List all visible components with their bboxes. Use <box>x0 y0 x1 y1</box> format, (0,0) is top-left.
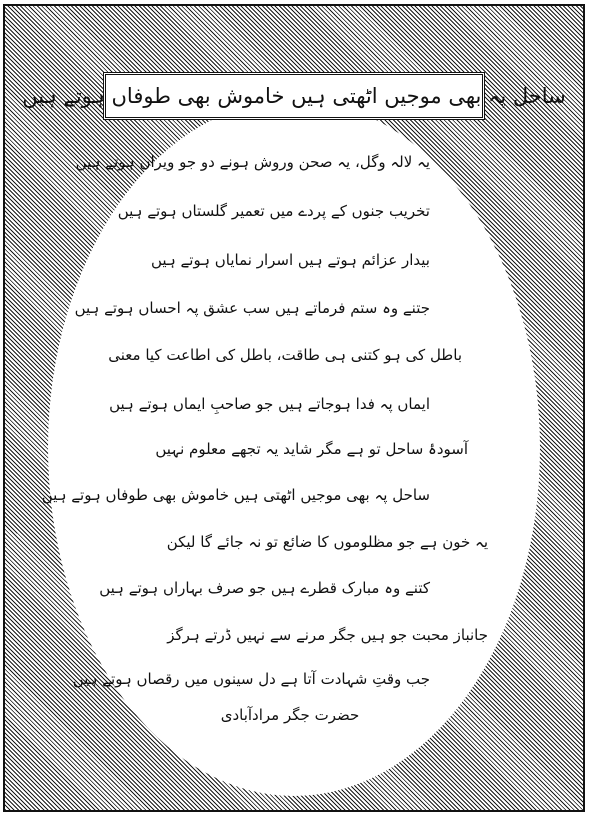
verse-line: آسودۂ ساحل تو ہے مگر شاید یہ تجھے معلوم نہیں <box>155 440 468 458</box>
poem-title: ساحل پہ بھی موجیں اٹھتی ہیں خاموش بھی طوفاں ہوتے ہیں <box>22 84 566 108</box>
verse-line: جب وقتِ شہادت آتا ہے دل سینوں میں رقصاں ہوتے ہیں <box>72 670 430 688</box>
verse-line: ساحل پہ بھی موجیں اٹھتی ہیں خاموش بھی طوفاں ہوتے ہیں <box>41 486 430 504</box>
verse-line: یہ خون ہے جو مظلوموں کا ضائع تو نہ جائے گا لیکن <box>166 533 488 551</box>
poet-attribution: حضرت جگر مرادآبادی <box>220 706 360 724</box>
verse-line: تخریب جنوں کے پردے میں تعمیر گلستاں ہوتے ہیں <box>117 202 430 220</box>
verse-line: بیدار عزائم ہوتے ہیں اسرار نمایاں ہوتے ہیں <box>151 251 430 269</box>
verse-line: جانباز محبت جو ہیں جگر مرنے سے نہیں ڈرتے ہرگز <box>167 626 488 644</box>
verse-line: باطل کی ہو کتنی ہی طاقت، باطل کی اطاعت کیا معنی <box>108 346 462 364</box>
verse-line: کتنے وہ مبارک قطرے ہیں جو صرف بہاراں ہوتے ہیں <box>99 579 430 597</box>
verse-line: ایماں پہ فدا ہوجاتے ہیں جو صاحبِ ایماں ہوتے ہیں <box>109 395 430 413</box>
verse-line: جتنے وہ ستم فرماتے ہیں سب عشق پہ احساں ہوتے ہیں <box>74 299 430 317</box>
title-box <box>22 72 566 120</box>
verse-line: یہ لالہ وگل، یہ صحن وروش ہونے دو جو ویراں ہوتے ہیں <box>75 153 430 171</box>
